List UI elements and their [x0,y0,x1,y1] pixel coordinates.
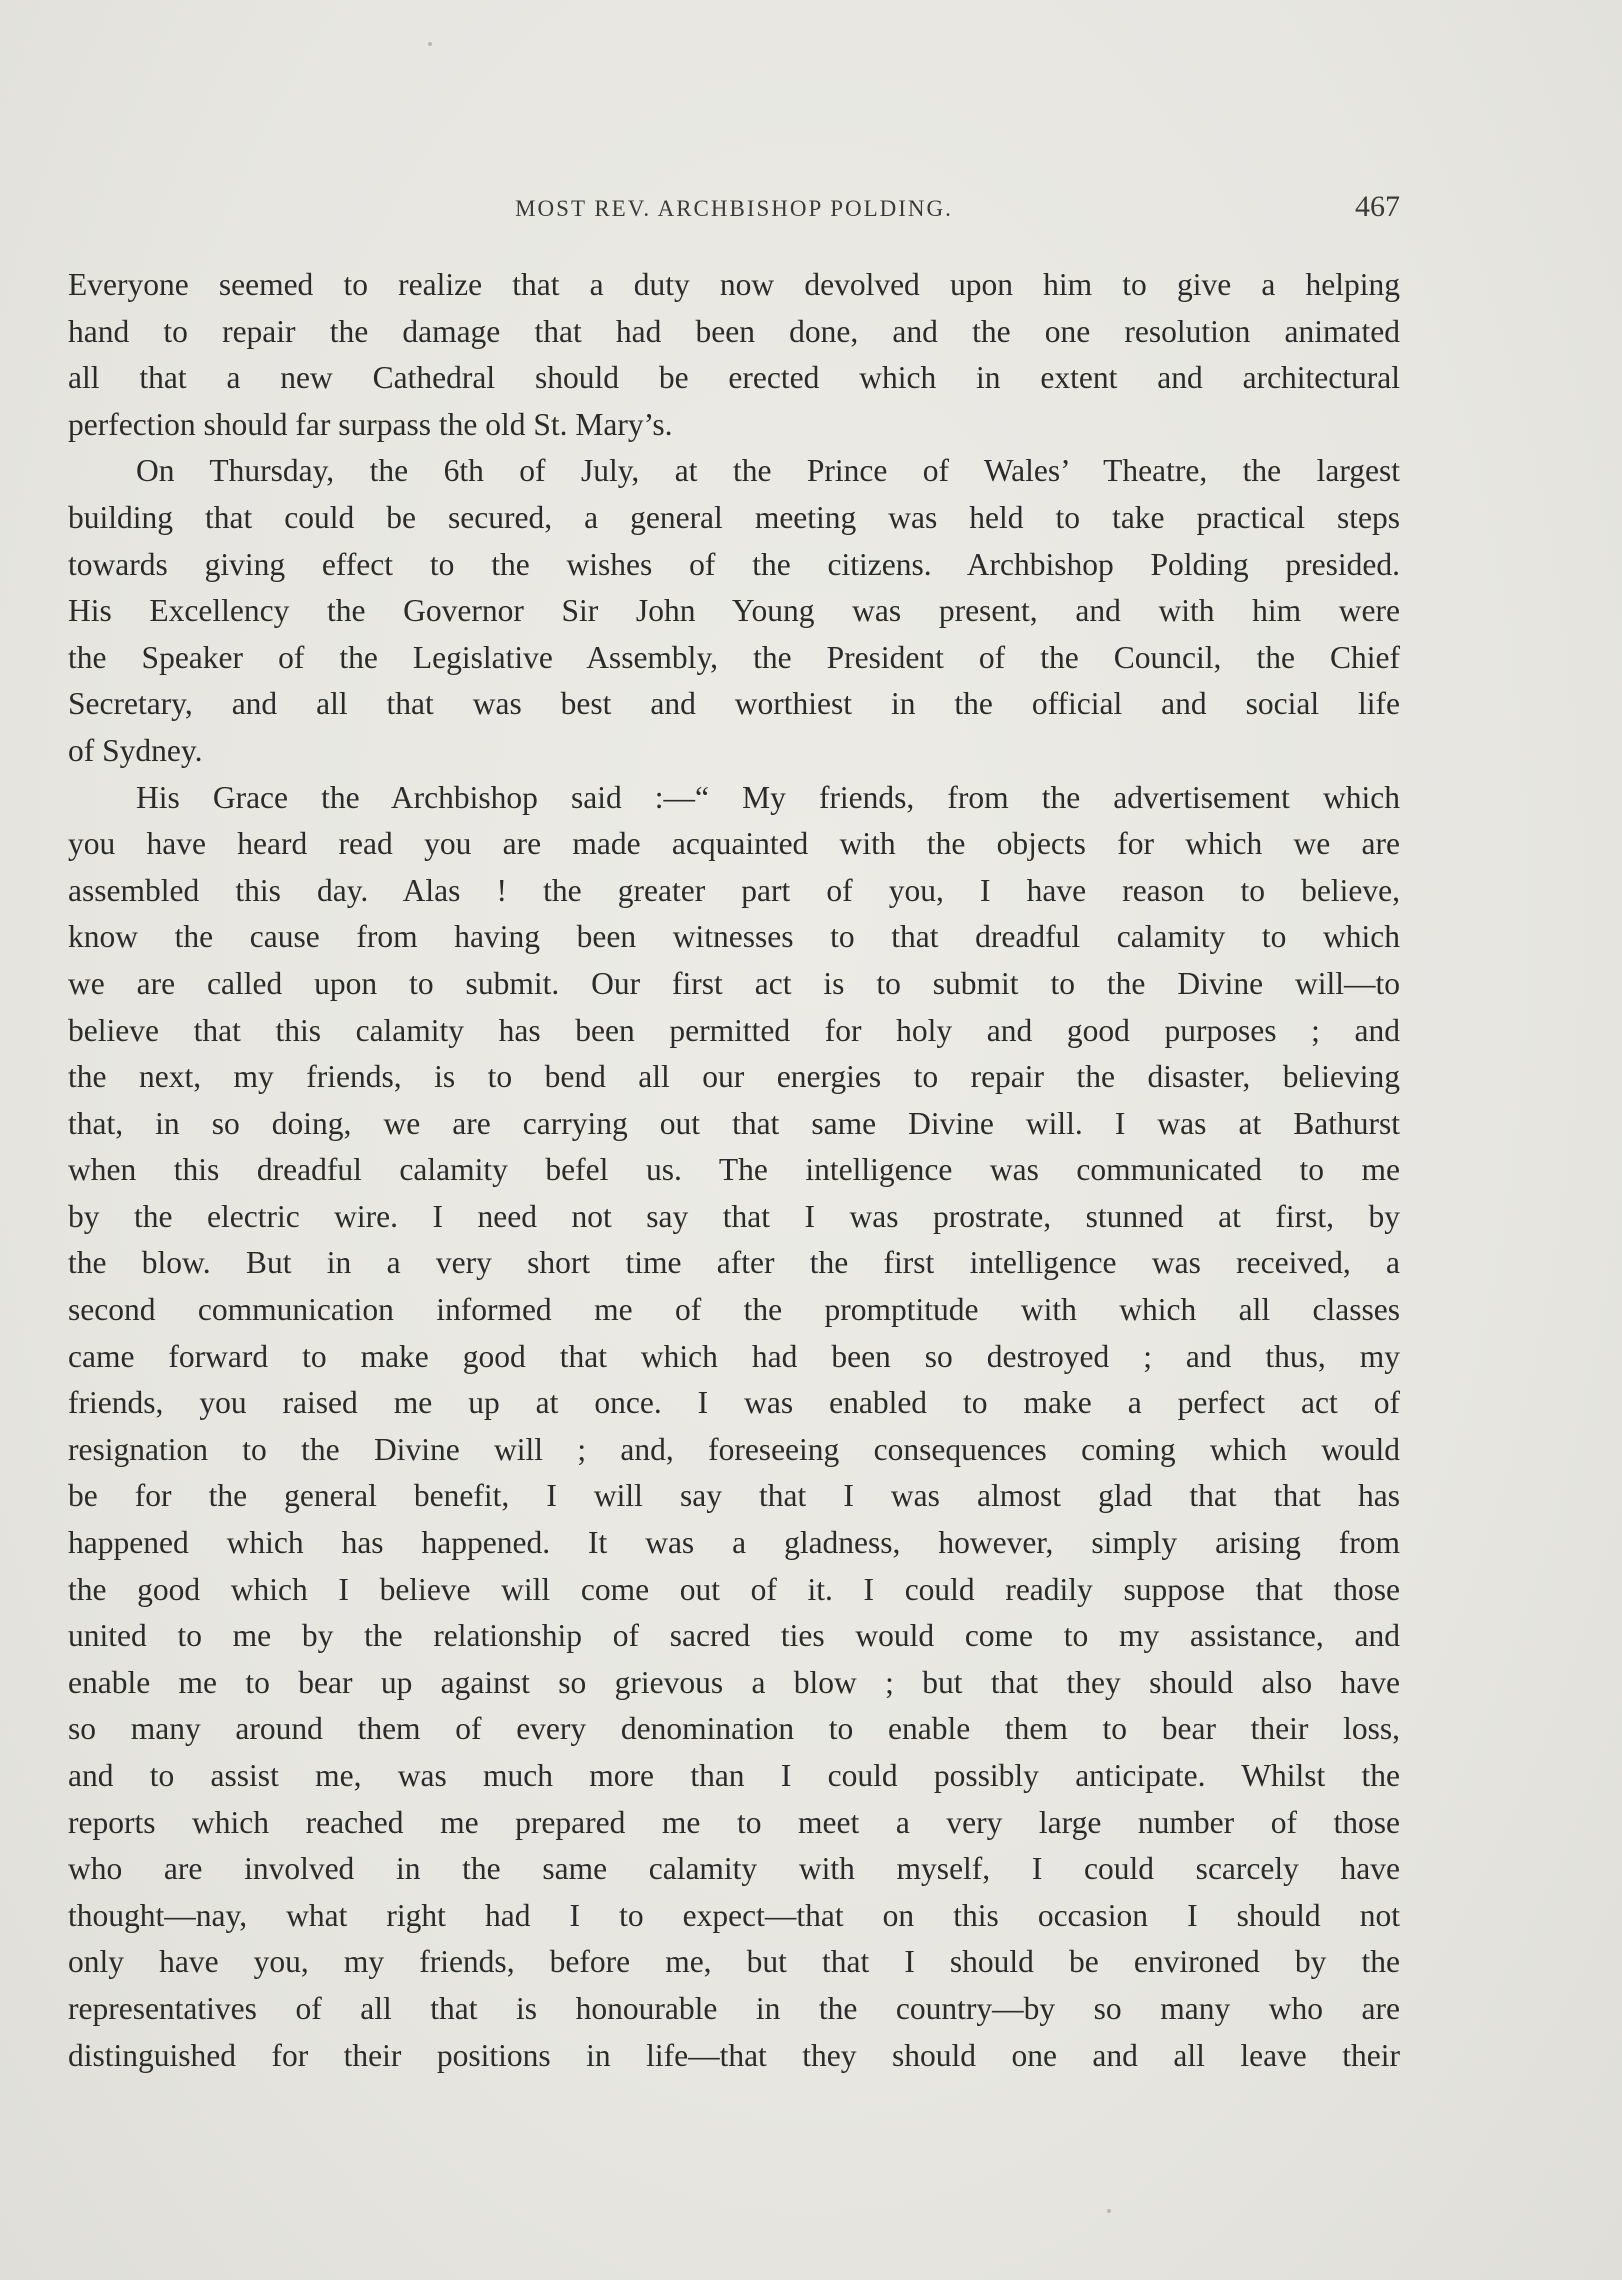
text-line: representatives of all that is honourable in the country—by so many who are [68,1990,1400,2026]
text-line: perfection should far surpass the old St. Mary’s. [68,406,673,442]
text-line: you have heard read you are made acquainted with the objects for which we are [68,826,1400,862]
paragraph-1 [68,262,1400,448]
paper-speck [1107,2209,1111,2213]
text-line: united to me by the relationship of sacred ties would come to my assistance, and [68,1618,1400,1654]
text-line: On Thursday, the 6th of July, at the Prince of Wales’ Theatre, the largest [136,453,1400,489]
text-line: hand to repair the damage that had been done, and the one resolution animated [68,313,1400,349]
text-line: enable me to bear up against so grievous a blow ; but that they should also have [68,1664,1400,1700]
text-line: the good which I believe will come out of it. I could readily suppose that those [68,1571,1400,1607]
text-line: when this dreadful calamity befel us. The intelligence was communicated to me [68,1152,1400,1188]
text-line: thought—nay, what right had I to expect—that on this occasion I should not [68,1897,1400,1933]
text-line: we are called upon to submit. Our first act is to submit to the Divine will—to [68,965,1400,1001]
text-line: came forward to make good that which had been so destroyed ; and thus, my [68,1338,1400,1374]
text-line: only have you, my friends, before me, but that I should be environed by the [68,1944,1400,1980]
text-line: and to assist me, was much more than I could possibly anticipate. Whilst the [68,1758,1400,1793]
text-line: Secretary, and all that was best and worthiest in the official and social life [68,686,1400,722]
page-number: 467 [1355,190,1400,223]
running-head [68,190,1400,230]
text-line: friends, you raised me up at once. I was enabled to make a perfect act of [68,1385,1400,1421]
body-text [68,262,1400,2079]
text-line: assembled this day. Alas ! the greater part of you, I have reason to believe, [68,872,1400,908]
paragraph-2 [68,448,1400,774]
text-line: resignation to the Divine will ; and, foreseeing consequences coming which would [68,1431,1400,1467]
text-line: who are involved in the same calamity with myself, I could scarcely have [68,1851,1400,1887]
text-line: reports which reached me prepared me to meet a very large number of those [68,1804,1400,1840]
text-line: happened which has happened. It was a gladness, however, simply arising from [68,1525,1400,1561]
text-line: second communication informed me of the promptitude with which all classes [68,1292,1400,1328]
text-line: know the cause from having been witnesses to that dreadful calamity to which [68,919,1400,955]
running-title: MOST REV. ARCHBISHOP POLDING. [515,196,953,221]
text-line: Everyone seemed to realize that a duty now devolved upon him to give a helping [68,267,1400,302]
text-line: that, in so doing, we are carrying out that same Divine will. I was at Bathurst [68,1105,1400,1141]
text-line: so many around them of every denomination to enable them to bear their loss, [68,1711,1400,1747]
text-line: believe that this calamity has been permitted for holy and good purposes ; and [68,1012,1400,1048]
text-line: the Speaker of the Legislative Assembly, the President of the Council, the Chief [68,639,1400,675]
text-line: of Sydney. [68,732,203,768]
text-line: by the electric wire. I need not say that I was prostrate, stunned at first, by [68,1198,1400,1234]
text-line: the blow. But in a very short time after the first intelligence was received, a [68,1245,1400,1281]
paper-speck [428,42,432,46]
paragraph-3 [68,775,1400,2080]
text-line: be for the general benefit, I will say that I was almost glad that that has [68,1478,1400,1514]
text-line: towards giving effect to the wishes of the citizens. Archbishop Polding presided. [68,546,1400,582]
text-line: His Excellency the Governor Sir John Young was present, and with him were [68,593,1400,629]
text-line: all that a new Cathedral should be erected which in extent and architectural [68,360,1400,396]
text-line: building that could be secured, a general meeting was held to take practical steps [68,499,1400,535]
text-line: distinguished for their positions in life—that they should one and all leave their [68,2037,1400,2073]
text-line: the next, my friends, is to bend all our energies to repair the disaster, believing [68,1059,1400,1095]
text-line: His Grace the Archbishop said :—“ My friends, from the advertisement which [136,779,1400,815]
